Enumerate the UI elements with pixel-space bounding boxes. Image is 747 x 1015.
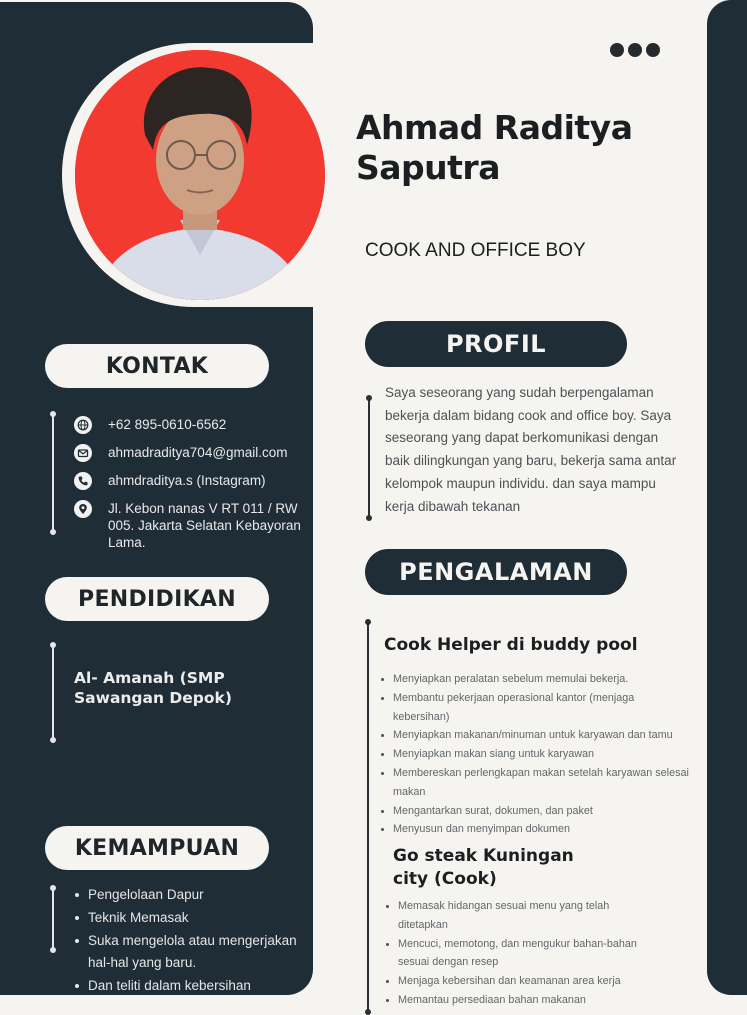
skill-item: Suka mengelola atau mengerjakan hal-hal yang baru.: [72, 930, 312, 976]
job-1-duties-list: [379, 670, 709, 839]
phone-icon: [74, 472, 92, 490]
duty-item: Memantau persediaan bahan makanan: [384, 991, 674, 1010]
skills-list: [72, 884, 312, 998]
full-name: Ahmad Raditya Saputra: [356, 108, 633, 187]
skills-timeline-line: [52, 888, 54, 950]
education-section-title: PENDIDIKAN: [45, 577, 269, 621]
duty-item: Membantu pekerjaan operasional kantor (menjaga kebersihan): [379, 689, 693, 727]
mail-icon: [74, 444, 92, 462]
skill-item: Pengelolaan Dapur: [72, 884, 312, 907]
duty-item: Menjaga kebersihan dan keamanan area kerja: [384, 972, 674, 991]
experience-timeline-line: [367, 622, 369, 1012]
contact-timeline-line: [52, 414, 54, 532]
duty-item: Memasak hidangan sesuai menu yang telah ditetapkan: [384, 897, 648, 935]
contact-instagram: ahmdraditya.s (Instagram): [74, 472, 266, 490]
contact-email: ahmadraditya704@gmail.com: [74, 444, 288, 462]
profile-photo: [75, 50, 325, 300]
profile-section-title: PROFIL: [365, 321, 627, 367]
person-portrait-icon: [75, 50, 325, 300]
contact-address: Jl. Kebon nanas V RT 011 / RW 005. Jakarta Selatan Kebayoran Lama.: [74, 500, 309, 551]
profile-timeline-line: [368, 398, 370, 518]
duty-item: Menyiapkan makan siang untuk karyawan: [379, 745, 709, 764]
skills-section-title: KEMAMPUAN: [45, 826, 269, 870]
job-title-2: Go steak Kuningan city (Cook): [393, 846, 574, 889]
education-school: Al- Amanah (SMP Sawangan Depok): [74, 669, 232, 707]
globe-icon: [74, 416, 92, 434]
profile-description: Saya seseorang yang sudah berpengalaman bekerja dalam bidang cook and office boy. Saya seseorang yang dapat berkomunikasi dengan baik dilingkungan yang baru, bekerja sama antar kelompok maupun individu. dan saya mampu kerja dibawah tekanan: [385, 385, 677, 514]
more-horizontal-icon[interactable]: [610, 43, 660, 57]
skill-item: Teknik Memasak: [72, 907, 312, 930]
experience-section-title: PENGALAMAN: [365, 549, 627, 595]
job-title-1: Cook Helper di buddy pool: [384, 635, 638, 655]
contact-phone-number: +62 895-0610-6562: [74, 416, 226, 434]
right-decorative-bar: [707, 0, 747, 995]
duty-item: Mencuci, memotong, dan mengukur bahan-bahan sesuai dengan resep: [384, 935, 668, 973]
skill-item: Dan teliti dalam kebersihan: [72, 975, 312, 998]
duty-item: Menyiapkan makanan/minuman untuk karyawan dan tamu: [379, 726, 709, 745]
duty-item: Mengantarkan surat, dokumen, dan paket: [379, 802, 709, 821]
job-2-duties-list: [384, 897, 674, 1010]
contact-section-title: KONTAK: [45, 344, 269, 388]
duty-item: Menyiapkan peralatan sebelum memulai bekerja.: [379, 670, 709, 689]
location-pin-icon: [74, 500, 92, 518]
duty-item: Membereskan perlengkapan makan setelah karyawan selesai makan: [379, 764, 693, 802]
job-role: COOK AND OFFICE BOY: [365, 240, 586, 261]
education-timeline-line: [52, 645, 54, 740]
duty-item: Menyusun dan menyimpan dokumen: [379, 820, 709, 839]
